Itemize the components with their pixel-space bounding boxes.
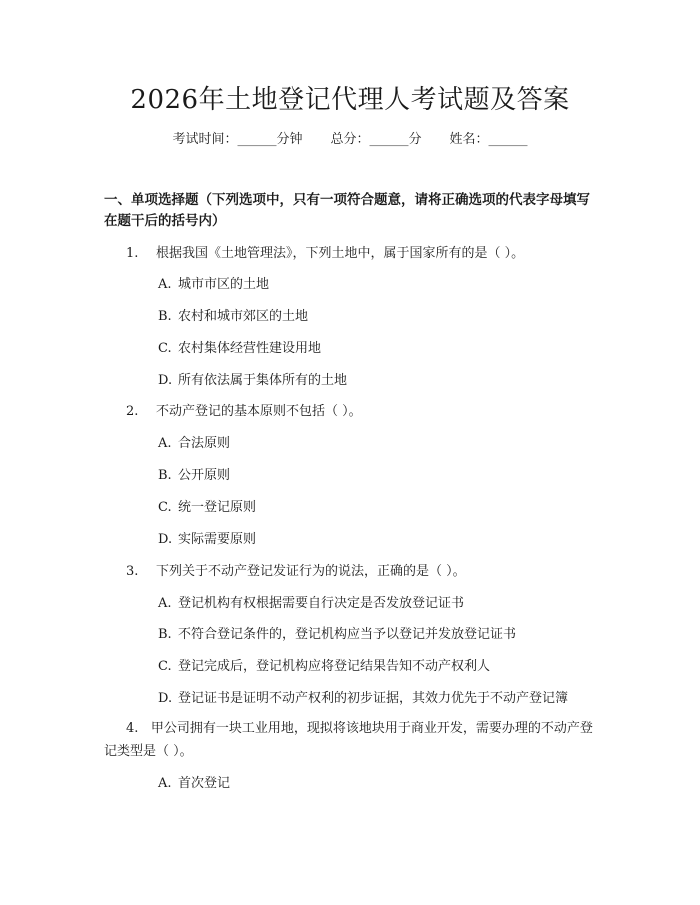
- option-1d: [158, 370, 598, 391]
- option-text: 合法原则: [178, 436, 231, 451]
- question-1: [126, 243, 600, 264]
- page-title: 2026年土地登记代理人考试题及答案: [130, 85, 570, 115]
- option-label: C.: [158, 500, 172, 515]
- option-text: 公开原则: [178, 468, 231, 483]
- option-4a: [158, 773, 598, 794]
- question-2: [126, 401, 600, 422]
- option-text: 不符合登记条件的，登记机构应当予以登记并发放登记证书: [178, 627, 517, 642]
- option-label: A.: [158, 277, 172, 292]
- exam-score: 总分：______分: [330, 132, 422, 147]
- exam-time: 考试时间：______分钟: [172, 132, 303, 147]
- option-3b: [158, 624, 598, 645]
- option-1a: [158, 274, 598, 295]
- option-2b: [158, 465, 598, 486]
- question-text: 不动产登记的基本原则不包括（ ）。: [156, 404, 362, 419]
- option-2a: [158, 433, 598, 454]
- option-text: 农村和城市郊区的土地: [178, 309, 309, 324]
- option-text: 首次登记: [178, 776, 231, 791]
- option-1c: [158, 338, 598, 359]
- exam-meta: [0, 130, 700, 150]
- section-heading: 一、单项选择题（下列选项中，只有一项符合题意，请将正确选项的代表字母填写在题干后的括号内）: [104, 192, 590, 229]
- question-4: [104, 717, 600, 763]
- question-number: 1.: [126, 246, 139, 261]
- option-text: 统一登记原则: [178, 500, 257, 515]
- option-label: D.: [158, 691, 173, 706]
- option-3c: [158, 656, 598, 677]
- question-number: 4.: [126, 721, 139, 736]
- option-label: C.: [158, 341, 172, 356]
- option-3d: [158, 688, 598, 709]
- question-number: 3.: [126, 564, 139, 579]
- option-label: D.: [158, 373, 173, 388]
- option-label: A.: [158, 776, 172, 791]
- option-label: B.: [158, 627, 172, 642]
- question-text: 下列关于不动产登记发证行为的说法，正确的是（ ）。: [156, 564, 466, 579]
- option-text: 农村集体经营性建设用地: [178, 341, 322, 356]
- option-text: 实际需要原则: [178, 532, 257, 547]
- option-1b: [158, 306, 598, 327]
- option-text: 登记机构有权根据需要自行决定是否发放登记证书: [178, 596, 465, 611]
- option-label: B.: [158, 309, 172, 324]
- option-label: B.: [158, 468, 172, 483]
- question-3: [126, 561, 600, 582]
- option-label: A.: [158, 436, 172, 451]
- option-3a: [158, 593, 598, 614]
- student-name: 姓名：______: [449, 132, 528, 147]
- option-label: D.: [158, 532, 173, 547]
- option-text: 登记证书是证明不动产权利的初步证据，其效力优先于不动产登记簿: [178, 691, 569, 706]
- option-text: 城市市区的土地: [178, 277, 270, 292]
- option-label: A.: [158, 596, 172, 611]
- option-label: C.: [158, 659, 172, 674]
- option-text: 登记完成后，登记机构应将登记结果告知不动产权利人: [178, 659, 491, 674]
- question-text: 甲公司拥有一块工业用地，现拟将该地块用于商业开发，需要办理的不动产登记类型是（ ）。: [104, 721, 593, 759]
- option-2d: [158, 529, 598, 550]
- question-text: 根据我国《土地管理法》，下列土地中，属于国家所有的是（ ）。: [156, 246, 525, 261]
- option-2c: [158, 497, 598, 518]
- question-number: 2.: [126, 404, 139, 419]
- option-text: 所有依法属于集体所有的土地: [178, 373, 348, 388]
